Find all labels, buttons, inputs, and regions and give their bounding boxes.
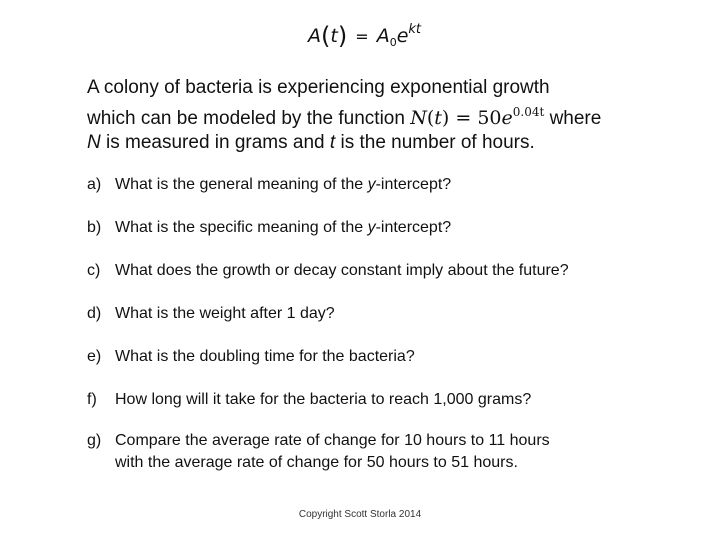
question-letter: d) <box>87 305 102 322</box>
question-text-line-2: with the average rate of change for 50 hours to 51 hours. <box>115 454 518 471</box>
question-text <box>115 430 550 474</box>
formula-function-name: A <box>308 25 321 47</box>
intro-line-2-suffix: where <box>549 108 602 129</box>
question-text-post: -intercept? <box>375 176 452 193</box>
formula-close-paren: ) <box>337 22 348 50</box>
model-fn-exponent: 0.04t <box>512 105 545 119</box>
question-text <box>115 174 451 196</box>
question-text-italic: y <box>367 219 376 236</box>
question-text-pre: What is the specific meaning of the <box>115 219 368 236</box>
formula-base: A <box>376 25 390 47</box>
var-n: N <box>87 132 101 153</box>
intro-line-1: A colony of bacteria is experiencing exponential growth <box>87 77 550 98</box>
intro-line-2 <box>87 100 647 131</box>
intro-line-3 <box>87 131 647 155</box>
model-function: $N(t) = 50e^{0.04t}$ <box>410 105 545 129</box>
question-text-post: -intercept? <box>375 219 452 236</box>
formula-equals: = <box>355 27 369 46</box>
problem-statement <box>87 76 647 155</box>
question-text: What is the weight after 1 day? <box>115 305 335 322</box>
question-text-pre: What is the general meaning of the <box>115 176 368 193</box>
exponential-formula <box>308 22 421 50</box>
question-letter: g) <box>87 432 102 449</box>
question-text: How long will it take for the bacteria to reach 1,000 grams? <box>115 391 532 408</box>
question-text-line-1: Compare the average rate of change for 10 hours to 11 hours <box>115 432 550 449</box>
formula-e: e <box>396 25 409 47</box>
copyright-footer: Copyright Scott Storla 2014 <box>298 509 422 520</box>
question-letter: a) <box>87 176 102 193</box>
model-fn-var: t <box>434 107 442 129</box>
var-t: t <box>329 132 336 153</box>
question-letter: f) <box>87 391 97 408</box>
model-fn-name: N <box>410 107 427 129</box>
question-text-italic: y <box>367 176 376 193</box>
model-fn-eq: = 50 <box>455 107 502 129</box>
intro-line-3-mid: is measured in grams and <box>106 132 325 153</box>
question-letter: c) <box>87 262 101 279</box>
formula-open-paren: ( <box>321 22 331 50</box>
formula-subscript: 0 <box>389 36 397 49</box>
question-letter: e) <box>87 348 102 365</box>
question-text: What is the doubling time for the bacteria? <box>115 348 415 365</box>
question-letter: b) <box>87 219 102 236</box>
model-fn-e: e <box>501 107 513 129</box>
question-text <box>115 217 451 239</box>
intro-line-2-prefix: which can be modeled by the function <box>87 108 405 129</box>
question-text: What does the growth or decay constant imply about the future? <box>115 262 569 279</box>
formula-exponent: kt <box>408 22 422 37</box>
intro-line-3-end: is the number of hours. <box>340 132 535 153</box>
formula-variable: t <box>330 25 338 47</box>
